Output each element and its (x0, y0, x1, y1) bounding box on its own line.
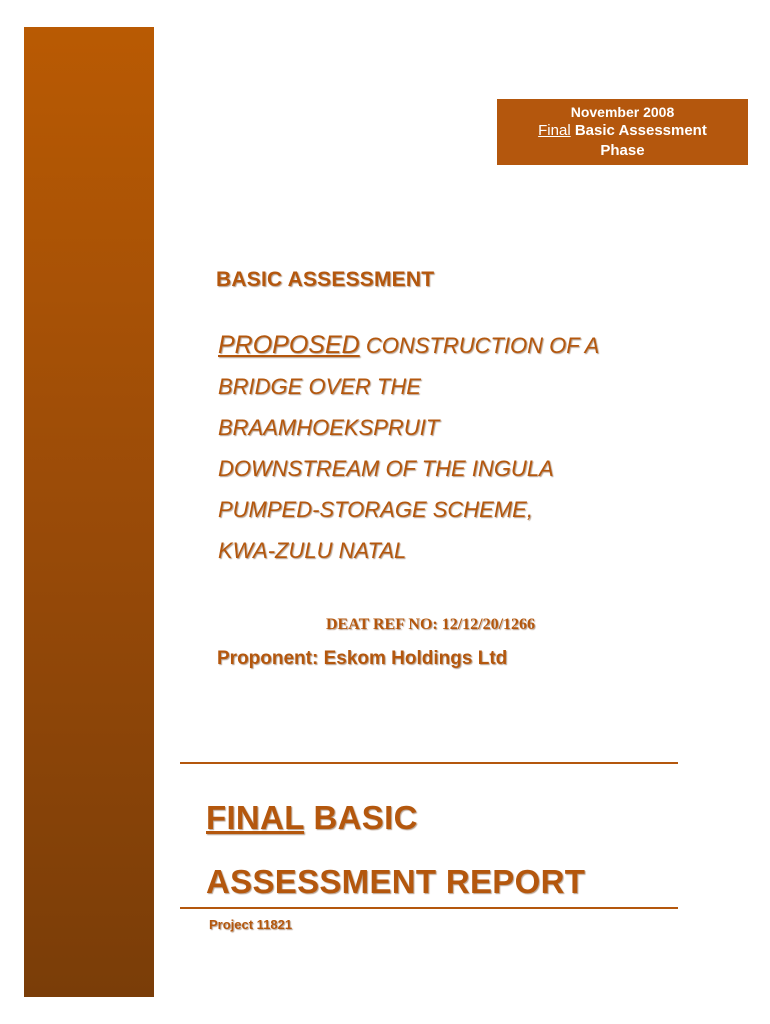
title-line-1 (218, 325, 688, 366)
report-title-line-2: ASSESSMENT REPORT (206, 863, 586, 900)
phase-last-line: Phase (600, 142, 645, 159)
deat-reference-number: DEAT REF NO: 12/12/20/1266 (326, 616, 536, 633)
phase-rest: Basic Assessment (570, 122, 707, 139)
project-number: Project 11821 (209, 917, 293, 932)
bottom-divider (180, 907, 678, 909)
report-phase (497, 121, 748, 141)
title-line-4: DOWNSTREAM OF THE INGULA (218, 456, 554, 481)
title-line-6: KWA-ZULU NATAL (218, 538, 407, 563)
report-date: November 2008 (570, 104, 675, 120)
title-line-3: BRAAMHOEKSPRUIT (218, 415, 440, 440)
title-line-5: PUMPED-STORAGE SCHEME, (218, 497, 533, 522)
report-title-line-1 (206, 786, 585, 850)
document-type-heading: BASIC ASSESSMENT (216, 268, 435, 291)
title-proposed-word: PROPOSED (218, 331, 360, 359)
report-title-final-word: FINAL (206, 799, 305, 836)
report-title-line-1-rest: BASIC (304, 799, 418, 836)
title-line-2: BRIDGE OVER THE (218, 374, 421, 399)
date-phase-box (497, 99, 748, 165)
top-divider (180, 762, 678, 764)
report-title (206, 786, 585, 914)
title-line-1-rest: CONSTRUCTION OF A (359, 333, 600, 358)
proponent-line: Proponent: Eskom Holdings Ltd (217, 648, 508, 669)
decorative-side-band (24, 27, 154, 997)
phase-final-word: Final (538, 122, 571, 139)
project-title (218, 325, 688, 571)
